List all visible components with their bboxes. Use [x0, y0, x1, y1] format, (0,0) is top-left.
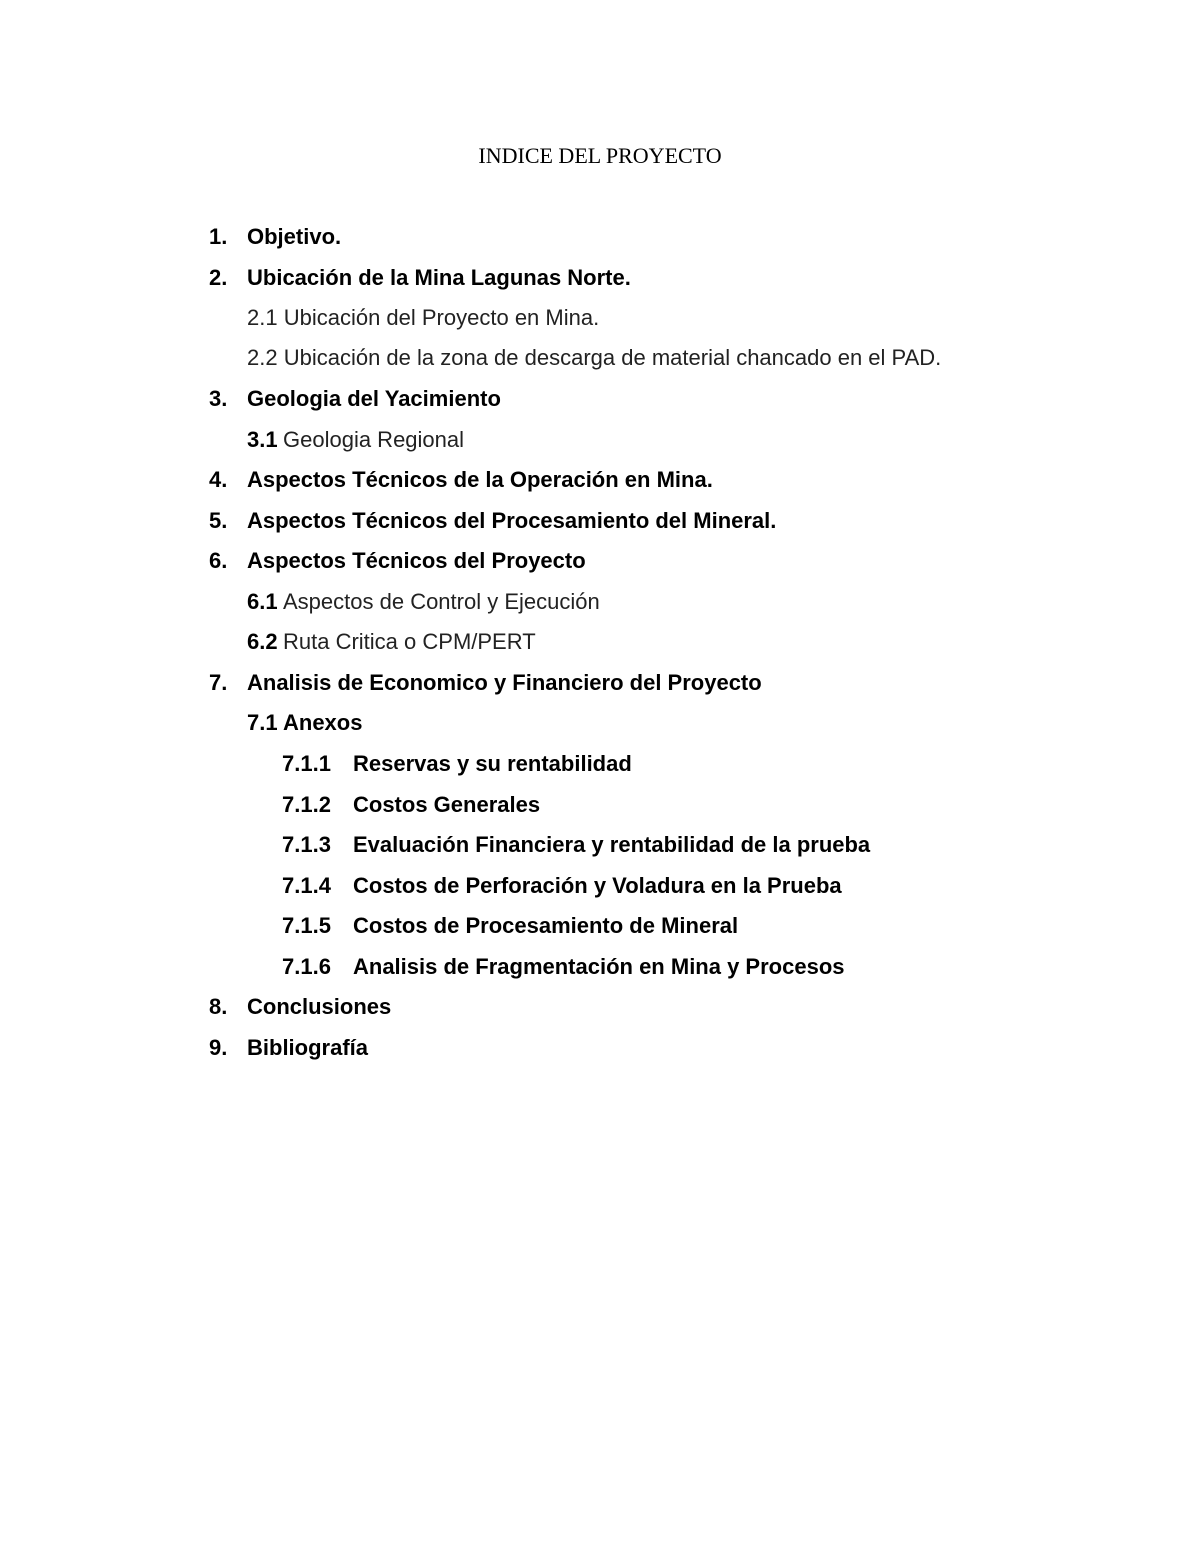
toc-number: 7.1 [247, 710, 278, 735]
toc-item-2-1 [0, 303, 1200, 333]
toc-text: Evaluación Financiera y rentabilidad de la prueba [353, 832, 871, 857]
toc-text: 2.1 Ubicación del Proyecto en Mina. [247, 305, 600, 330]
toc-number: 9. [209, 1035, 228, 1060]
toc-text: Ubicación de la Mina Lagunas Norte. [247, 265, 631, 290]
document-title: INDICE DEL PROYECTO [478, 143, 722, 168]
toc-item-8 [0, 992, 1200, 1022]
toc-item-6-1 [0, 587, 1200, 617]
toc-number: 7.1.2 [282, 792, 331, 817]
toc-item-9 [0, 1033, 1200, 1063]
toc-number: 1. [209, 224, 228, 249]
toc-number: 6. [209, 548, 228, 573]
toc-number: 7.1.4 [282, 873, 331, 898]
toc-number: 6.2 [247, 629, 278, 654]
toc-number: 7. [209, 670, 228, 695]
toc-text: Analisis de Fragmentación en Mina y Procesos [353, 954, 845, 979]
toc-number: 4. [209, 467, 228, 492]
toc-number: 7.1.5 [282, 913, 331, 938]
toc-item-2 [0, 263, 1200, 293]
toc-number: 6.1 [247, 589, 278, 614]
toc-text: Conclusiones [247, 994, 392, 1019]
toc-item-1 [0, 222, 1200, 252]
toc-text: Objetivo. [247, 224, 342, 249]
toc-number: 2. [209, 265, 228, 290]
toc-text: Costos de Procesamiento de Mineral [353, 913, 739, 938]
toc-item-7-1-4 [0, 871, 1200, 901]
toc-item-6 [0, 546, 1200, 576]
toc-number: 5. [209, 508, 228, 533]
toc-item-7-1-1 [0, 749, 1200, 779]
toc-text: Geologia del Yacimiento [247, 386, 501, 411]
toc-text: Aspectos Técnicos del Procesamiento del Mineral. [247, 508, 777, 533]
toc-item-4 [0, 465, 1200, 495]
toc-number: 7.1.3 [282, 832, 331, 857]
toc-item-7-1-6 [0, 952, 1200, 982]
toc-item-6-2 [0, 627, 1200, 657]
toc-item-7-1-3 [0, 830, 1200, 860]
toc-item-7-1-2 [0, 790, 1200, 820]
toc-text: Reservas y su rentabilidad [353, 751, 632, 776]
toc-text: Analisis de Economico y Financiero del Proyecto [247, 670, 762, 695]
toc-number: 3. [209, 386, 228, 411]
toc-item-7 [0, 668, 1200, 698]
toc-text: Costos de Perforación y Voladura en la Prueba [353, 873, 842, 898]
toc-item-5 [0, 506, 1200, 536]
toc-number: 8. [209, 994, 228, 1019]
toc-text: 2.2 Ubicación de la zona de descarga de material chancado en el PAD. [247, 345, 942, 370]
toc-text: Costos Generales [353, 792, 541, 817]
toc-item-7-1-5 [0, 911, 1200, 941]
toc-text: Geologia Regional [283, 427, 465, 452]
toc-text: Anexos [283, 710, 363, 735]
toc-item-3-1 [0, 425, 1200, 455]
toc-text: Aspectos Técnicos del Proyecto [247, 548, 586, 573]
toc-text: Ruta Critica o CPM/PERT [283, 629, 536, 654]
toc-text: Aspectos Técnicos de la Operación en Mina. [247, 467, 713, 492]
toc-item-3 [0, 384, 1200, 414]
toc-item-7-1 [0, 708, 1200, 738]
toc-number: 3.1 [247, 427, 278, 452]
toc-text: Aspectos de Control y Ejecución [283, 589, 600, 614]
toc-item-2-2 [0, 343, 1200, 373]
toc-text: Bibliografía [247, 1035, 369, 1060]
toc-number: 7.1.1 [282, 751, 331, 776]
toc-number: 7.1.6 [282, 954, 331, 979]
